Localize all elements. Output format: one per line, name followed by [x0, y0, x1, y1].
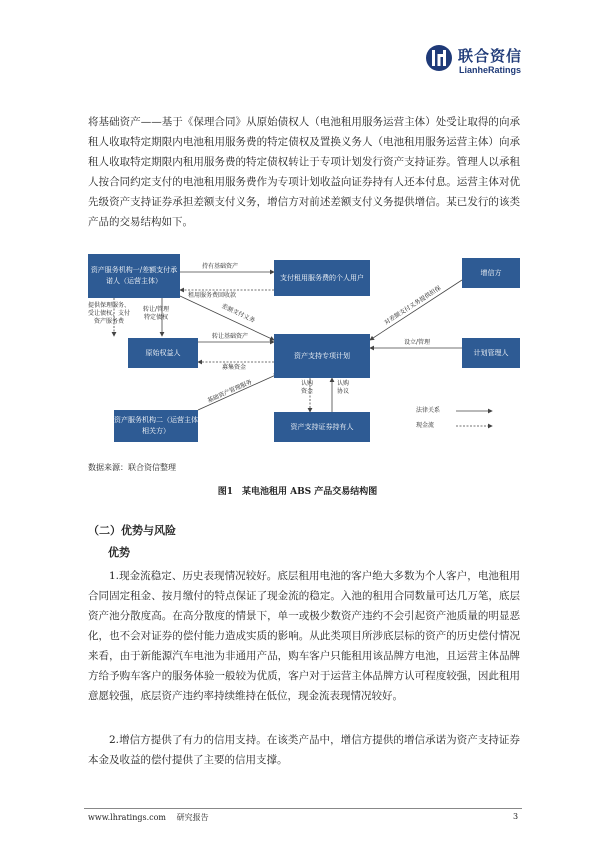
transaction-structure-diagram	[88, 250, 520, 446]
users-box: 支付租用服务费的个人用户	[274, 260, 370, 296]
footer-divider	[84, 808, 522, 809]
advantage-one-paragraph: 1.现金流稳定、历史表现情况较好。底层租用电池的客户绝大多数为个人客户，电池租用合同固定租金、按月缴付的特点保证了现金流的稳定。入池的租用合同数量可达几万笔，底层资产池分散度高。在高分散度的情景下，单一或极少数资产违约不会引起资产池质量的明显恶化，也不会对证券的偿付能力造成实质的影响。从此类项目所涉底层标的资产的历史偿付情况来看，由于新能源汽车电池为非通用产品，购车客户只能租用该品牌方电池，且运营主体品牌方给予购车客户的服务体验一般较为优质，客户对于运营主体品牌方认可程度较强，因此租用意愿较强，底层资产违约率持续维持在低位，现金流表现情况较好。	[88, 570, 520, 702]
section-heading: （二）优势与风险	[88, 524, 176, 537]
footer-section: 研究报告	[176, 813, 209, 822]
label-setup: 设立/管理	[404, 339, 431, 346]
holders-box: 资产支持证券持有人	[274, 412, 370, 442]
label-transfer-claims: 转让/管理特定债权	[142, 306, 170, 321]
label-transfer-assets: 转让基础资产	[212, 333, 249, 340]
subsection-heading: 优势	[108, 546, 130, 559]
lianhe-logo-icon	[425, 44, 453, 72]
label-sub-agreement: 认购协议	[336, 380, 349, 395]
label-shortfall: 差额支付义务	[220, 302, 257, 325]
legend-legal: 法律关系	[416, 407, 441, 414]
intro-paragraph: 将基础资产——基于《保理合同》从原始债权人（电池租用服务运营主体）处受让取得的向承租人收取特定期限内电池租用服务费的特定债权及置换义务人（电池租用服务运营主体）向承租人收取特定期限内租用服务费的特定债权转让于专项计划发行资产支持证券。管理人以承租人按合同约定支付的电池租用服务费作为专项计划收益向证券持有人还本付息。运营主体对优先级资产支持证券承担差额支付义务，增信方对前述差额支付义务提供增信。某已发行的该类产品的交易结构如下。	[88, 116, 520, 228]
guarantor-box: 增信方	[462, 258, 520, 288]
spv-box: 资产支持专项计划	[274, 334, 370, 378]
footer-url[interactable]: www.lhratings.com	[88, 813, 167, 822]
page-number: 3	[513, 812, 519, 821]
figure-caption: 图1 某电池租用 ABS 产品交易结构图	[217, 487, 378, 497]
label-fee-collection: 租用服务费回收款	[188, 292, 237, 299]
plan-manager-box: 计划管理人	[462, 338, 520, 368]
label-sub-funds: 认购资金	[300, 380, 313, 395]
label-service: 基础资产管理服务	[206, 378, 254, 405]
company-logo	[425, 44, 565, 84]
advantage-two-paragraph: 2.增信方提供了有力的信用支持。在该类产品中，增信方提供的增信承诺为资产支持证券本金及收益的偿付提供了主要的信用支撑。	[88, 734, 520, 766]
servicer-two-box: 资产服务机构二（运营主体相关方）	[114, 410, 198, 442]
data-source: 数据来源：联合资信整理	[88, 463, 176, 472]
servicer-one-box: 资产服务机构一/差额支付承诺人（运营主体）	[88, 254, 180, 298]
label-hold-assets: 持有基础资产	[202, 263, 239, 270]
originator-box: 原始权益人	[128, 338, 198, 368]
label-proceeds: 募集资金	[222, 364, 247, 371]
logo-chinese-name: 联合资信	[458, 47, 523, 65]
logo-english-name: LianheRatings	[459, 65, 522, 75]
label-guarantee: 对差额支付义务提供担保	[383, 284, 443, 327]
label-remit: 提供保理服务、受让债权、支付资产服务费	[88, 302, 131, 325]
legend-cash: 现金流	[416, 422, 435, 429]
footer-left	[88, 812, 209, 823]
